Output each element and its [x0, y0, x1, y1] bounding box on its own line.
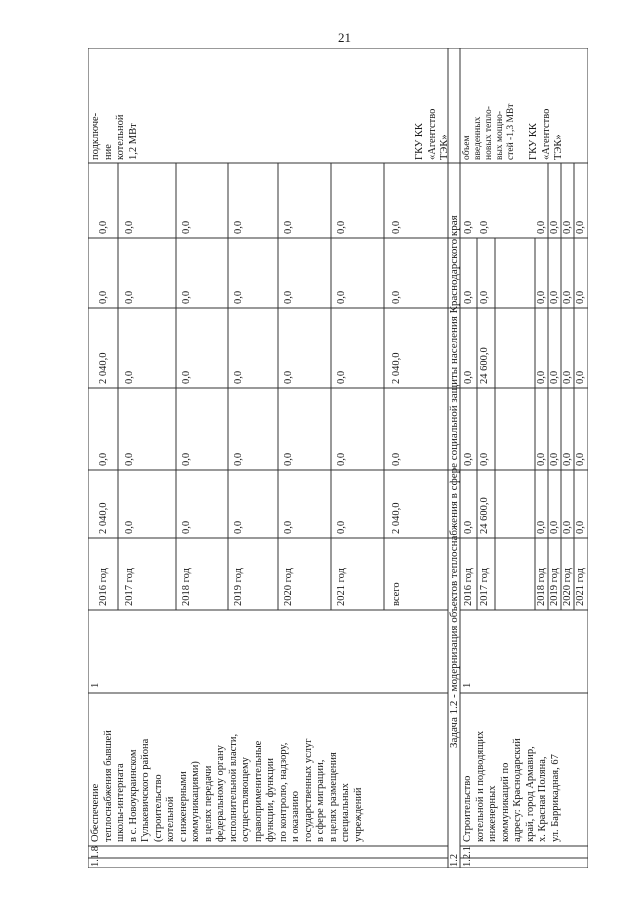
row-number: 1.2.1 — [462, 846, 473, 867]
value-cell: 0,0 — [479, 452, 490, 466]
value-cell: 0,0 — [463, 220, 474, 234]
value-cell: 0,0 — [124, 452, 135, 466]
value-cell: 2 040,0 — [98, 352, 109, 384]
row-col3: 1 — [462, 682, 473, 688]
value-cell: 0,0 — [562, 520, 573, 534]
value-cell: 0,0 — [336, 370, 347, 384]
value-cell: 0,0 — [336, 520, 347, 534]
value-cell: 0,0 — [124, 290, 135, 304]
value-cell: 0,0 — [562, 370, 573, 384]
value-cell: 0,0 — [124, 220, 135, 234]
value-cell: 0,0 — [283, 290, 294, 304]
value-cell: 0,0 — [233, 520, 244, 534]
value-cell: 0,0 — [391, 220, 402, 234]
page-number: 21 — [338, 30, 351, 45]
year-label: 2016 год — [463, 568, 474, 606]
value-cell: 0,0 — [181, 520, 192, 534]
value-cell: 0,0 — [479, 220, 490, 234]
section-title: Задача 1.2 - модернизация объектов теплоснабжения в сфере социальной защиты населения Краснодарского края — [448, 215, 460, 748]
value-cell: 0,0 — [98, 452, 109, 466]
value-cell: 0,0 — [575, 452, 586, 466]
executor-cell: ГКУ КК «Агентство ТЭК» — [528, 108, 564, 160]
value-cell: 0,0 — [336, 452, 347, 466]
row-col3: 1 — [90, 682, 101, 688]
value-cell: 0,0 — [336, 290, 347, 304]
section-number: 1.2 — [449, 853, 460, 867]
value-cell: 0,0 — [575, 290, 586, 304]
value-cell: 0,0 — [536, 452, 547, 466]
value-cell: 0,0 — [233, 290, 244, 304]
value-cell: 0,0 — [549, 290, 560, 304]
value-cell: 0,0 — [575, 520, 586, 534]
total-label: всего — [391, 582, 402, 606]
value-cell: 0,0 — [336, 220, 347, 234]
value-cell: 0,0 — [536, 520, 547, 534]
year-label: 2020 год — [562, 568, 573, 606]
value-cell: 0,0 — [463, 520, 474, 534]
value-cell: 0,0 — [463, 290, 474, 304]
value-cell: 0,0 — [463, 452, 474, 466]
value-cell: 0,0 — [549, 370, 560, 384]
value-cell: 2 040,0 — [391, 502, 402, 534]
value-cell: 0,0 — [536, 370, 547, 384]
value-cell: 0,0 — [479, 290, 490, 304]
value-cell: 0,0 — [283, 220, 294, 234]
value-cell: 0,0 — [536, 220, 547, 234]
year-label: 2020 год — [283, 568, 294, 606]
year-label: 2021 год — [575, 568, 586, 606]
value-cell: 0,0 — [562, 452, 573, 466]
year-label: 2021 год — [336, 568, 347, 606]
year-label: 2019 год — [549, 568, 560, 606]
value-cell: 0,0 — [549, 220, 560, 234]
year-label: 2018 год — [536, 568, 547, 606]
result-cell: подключе- ние котельной 1,2 МВт — [90, 112, 139, 160]
value-cell: 0,0 — [98, 290, 109, 304]
rotated-table — [88, 48, 588, 868]
value-cell: 0,0 — [575, 370, 586, 384]
value-cell: 0,0 — [463, 370, 474, 384]
value-cell: 0,0 — [98, 220, 109, 234]
value-cell: 0,0 — [562, 220, 573, 234]
value-cell: 2 040,0 — [391, 352, 402, 384]
value-cell: 0,0 — [391, 452, 402, 466]
value-cell: 24 600,0 — [479, 497, 490, 534]
value-cell: 0,0 — [181, 452, 192, 466]
executor-cell: ГКУ КК «Агентство ТЭК» — [414, 108, 450, 160]
value-cell: 0,0 — [181, 370, 192, 384]
year-label: 2018 год — [181, 568, 192, 606]
row-number: 1.1.8 — [90, 846, 101, 867]
result-cell: объем введенных новых тепло- вых мощно- стей -1,3 МВт — [462, 103, 516, 160]
value-cell: 0,0 — [575, 220, 586, 234]
value-cell: 0,0 — [549, 452, 560, 466]
value-cell: 2 040,0 — [98, 502, 109, 534]
value-cell: 0,0 — [391, 290, 402, 304]
value-cell: 0,0 — [549, 520, 560, 534]
year-label: 2019 год — [233, 568, 244, 606]
value-cell: 0,0 — [181, 290, 192, 304]
value-cell: 0,0 — [283, 520, 294, 534]
year-label: 2017 год — [479, 568, 490, 606]
value-cell: 0,0 — [233, 220, 244, 234]
value-cell: 0,0 — [283, 452, 294, 466]
year-label: 2016 год — [98, 568, 109, 606]
value-cell: 0,0 — [124, 520, 135, 534]
row-description: Обеспечение теплоснабжения бывшей школы-интерната в с. Новоукраинском Гулькевичского района (строительство котельной с инженерными коммуникациями) в целях передачи федеральному органу исполнительной власти, осуществляющему правоприменительные функции, функции по контролю, надзору, и оказанию государственных услуг в сфере миграции, в целях размещения специальных учреждений — [90, 730, 364, 842]
value-cell: 0,0 — [181, 220, 192, 234]
value-cell: 24 600,0 — [479, 347, 490, 384]
row-description: Строительство котельной и подводящих инженерных коммуникаций по адресу: Краснодарский край, город Армавир, х. Красная Поляна, ул. Баррикадная, 67 — [462, 730, 561, 842]
value-cell: 0,0 — [233, 452, 244, 466]
value-cell: 0,0 — [124, 370, 135, 384]
value-cell: 0,0 — [536, 290, 547, 304]
value-cell: 0,0 — [283, 370, 294, 384]
year-label: 2017 год — [124, 568, 135, 606]
value-cell: 0,0 — [562, 290, 573, 304]
value-cell: 0,0 — [233, 370, 244, 384]
